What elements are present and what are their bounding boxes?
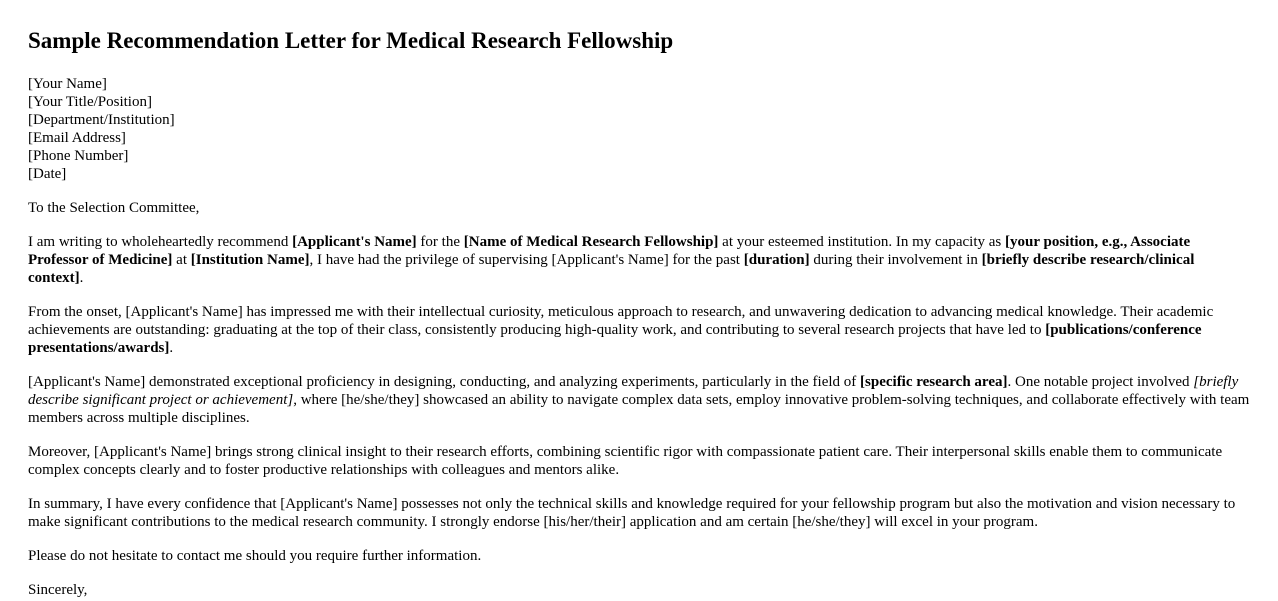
sender-department: [Department/Institution] bbox=[28, 112, 175, 128]
paragraph-clinical-insight: Moreover, [Applicant's Name] brings strong clinical insight to their research efforts, combining scientific rigor with compassionate patient care. Their interpersonal skills enable them to communicate complex concepts clearly and to foster productive relationships with colleagues and mentors alike. bbox=[28, 444, 1223, 478]
text: for the bbox=[416, 234, 464, 250]
salutation: To the Selection Committee, bbox=[28, 200, 200, 216]
page-title: Sample Recommendation Letter for Medical Research Fellowship bbox=[28, 28, 674, 53]
placeholder-duration: [duration] bbox=[743, 252, 810, 268]
text: . bbox=[169, 340, 174, 356]
placeholder-applicant-name: [Applicant's Name] bbox=[292, 234, 417, 250]
paragraph-achievements bbox=[28, 303, 1250, 357]
sender-date: [Date] bbox=[28, 166, 67, 182]
placeholder-fellowship-name: [Name of Medical Research Fellowship] bbox=[463, 234, 719, 250]
placeholder-project-description: [briefly describe significant project or achievement] bbox=[28, 374, 1239, 408]
placeholder-institution-name: [Institution Name] bbox=[190, 252, 310, 268]
text: . One notable project involved bbox=[1007, 374, 1194, 390]
sender-name: [Your Name] bbox=[28, 76, 107, 92]
placeholder-research-context: [briefly describe research/clinical context] bbox=[28, 252, 1195, 286]
text: , I have had the privilege of supervising [Applicant's Name] for the past bbox=[309, 252, 744, 268]
placeholder-research-area: [specific research area] bbox=[860, 374, 1008, 390]
sender-email: [Email Address] bbox=[28, 130, 126, 146]
closing: Sincerely, bbox=[28, 582, 88, 598]
text: I am writing to wholeheartedly recommend bbox=[28, 234, 293, 250]
placeholder-your-position: [your position, e.g., Associate Professor of Medicine] bbox=[28, 234, 1191, 268]
sender-block bbox=[28, 75, 1250, 183]
text: during their involvement in bbox=[809, 252, 982, 268]
text: From the onset, [Applicant's Name] has impressed me with their intellectual curiosity, meticulous approach to research, and unwavering dedication to advancing medical knowledge. Their academic achievements are outstanding: graduating at the top of their class, consistently producing high-quality work, and contributing to several research projects that have led to bbox=[28, 304, 1214, 338]
sender-title: [Your Title/Position] bbox=[28, 94, 152, 110]
paragraph-summary: In summary, I have every confidence that [Applicant's Name] possesses not only the technical skills and knowledge required for your fellowship program but also the motivation and vision necessary to make significant contributions to the medical research community. I strongly endorse [his/her/their] application and am certain [he/she/they] will excel in your program. bbox=[28, 496, 1236, 530]
paragraph-intro bbox=[28, 233, 1250, 287]
text: . bbox=[79, 270, 84, 286]
text: [Applicant's Name] demonstrated exceptional proficiency in designing, conducting, and analyzing experiments, particularly in the field of bbox=[28, 374, 861, 390]
text: , where [he/she/they] showcased an ability to navigate complex data sets, employ innovative problem-solving techniques, and collaborate effectively with team members across multiple disciplines. bbox=[28, 392, 1250, 426]
placeholder-publications: [publications/conference presentations/awards] bbox=[28, 322, 1202, 356]
sender-phone: [Phone Number] bbox=[28, 148, 129, 164]
paragraph-contact: Please do not hesitate to contact me should you require further information. bbox=[28, 548, 482, 564]
paragraph-research-skills bbox=[28, 373, 1250, 427]
text: at your esteemed institution. In my capacity as bbox=[718, 234, 1006, 250]
text: at bbox=[172, 252, 191, 268]
